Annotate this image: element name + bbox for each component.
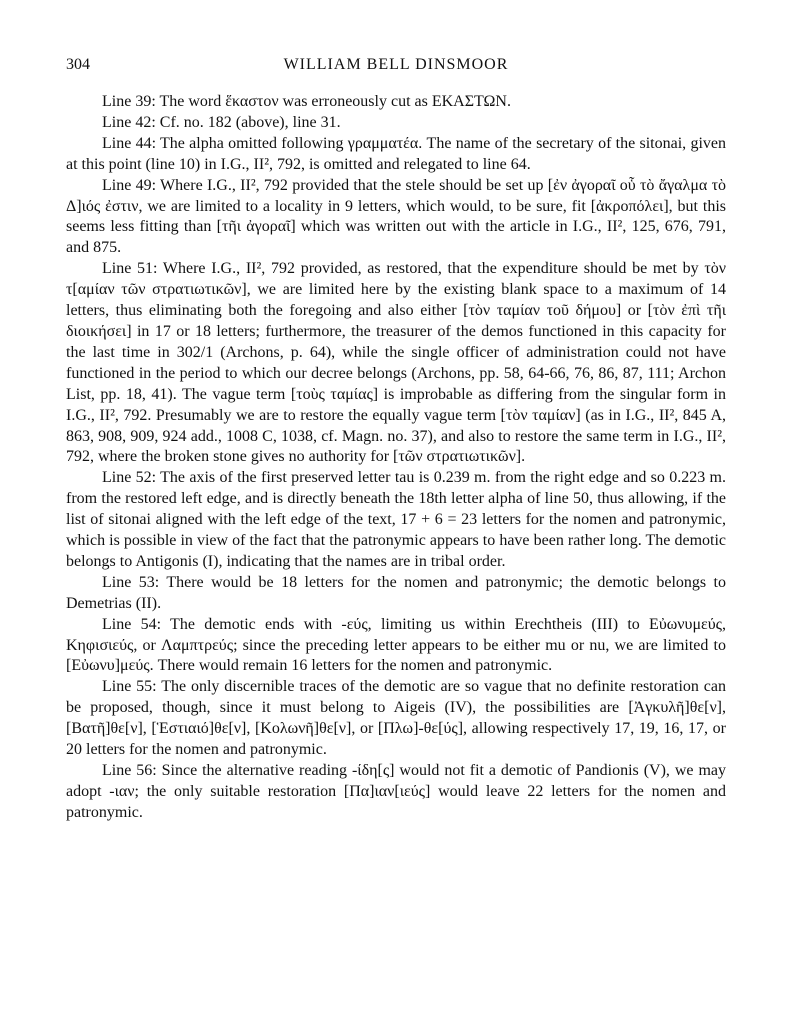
paragraph-line-39: Line 39: The word ἕκαστον was erroneously cut as ΕΚΑΣΤΩΝ. (102, 93, 511, 110)
paragraph-line-56: Line 56: Since the alternative reading -ίδη[ς] would not fit a demotic of Pandionis (V), we may adopt -ιαν; the only suitable restoration [Πα]ιαν[ιεύς] would leave 22 letters for the nomen and patronymic. (66, 762, 726, 821)
paragraph-line-53: Line 53: There would be 18 letters for the nomen and patronymic; the demotic belongs to Demetrias (II). (66, 573, 726, 612)
paragraph-line-49: Line 49: Where I.G., II², 792 provided that the stele should be set up [ἐν ἀγοραῖ οὗ τὸ ἄγαλμα τὸ Δ]ιός ἐστιν, we are limited to a locality in 9 letters, which would, to be sure, fit [ἀκροπόλει], but this seems less fitting than [τῆι ἀγοραῖ] which was written out with the article in I.G., II², 125, 676, 791, and 875. (66, 176, 726, 257)
paragraph-line-55: Line 55: The only discernible traces of the demotic are so vague that no definite restoration can be proposed, though, since it must belong to Aigeis (IV), the possibilities are [Ἀγκυλῆ]θε[ν], [Βατῆ]θε[ν], [Ἑστιαιό]θε[ν], [Κολωνῆ]θε[ν], or [Πλω]-θε[ύς], allowing respectively 17, 19, 16, 17, or 20 letters for the nomen and patronymic. (66, 678, 726, 759)
paragraph-line-44: Line 44: The alpha omitted following γραμματέα. The name of the secretary of the sitonai, given at this point (line 10) in I.G., II², 792, is omitted and relegated to line 64. (66, 134, 726, 173)
paragraph-line-52: Line 52: The axis of the first preserved letter tau is 0.239 m. from the right edge and so 0.223 m. from the restored left edge, and is directly beneath the 18th letter alpha of line 50, thus allowing, if the list of sitonai aligned with the left edge of the text, 17 + 6 = 23 letters for the nomen and patronymic, which is possible in view of the fact that the patronymic appears to have been rather long. The demotic belongs to Antigonis (I), indicating that the names are in tribal order. (66, 469, 726, 570)
paragraph-line-42: Line 42: Cf. no. 182 (above), line 31. (102, 113, 341, 131)
paragraph-line-54: Line 54: The demotic ends with -εύς, limiting us within Erechtheis (III) to Εὐωνυμεύς, Κηφισιεύς, or Λαμπτρεύς; since the preceding letter appears to be either mu or nu, we are limited to [Εὐωνυ]μεύς. There would remain 16 letters for the nomen and patronymic. (66, 615, 726, 675)
body-text (66, 92, 726, 824)
running-head: WILLIAM BELL DINSMOOR (283, 56, 509, 73)
paragraph-line-51: Line 51: Where I.G., II², 792 provided, as restored, that the expenditure should be met by τὸν τ[αμίαν τῶν στρατιωτικῶν], we are limited here by the existing blank space to a maximum of 14 letters, thus eliminating both the foregoing and also either [τὸν ταμίαν τοῦ δήμου] or [τὸν ἐπὶ τῆι διοικήσει] in 17 or 18 letters; furthermore, the treasurer of the demos functioned in this capacity for the last time in 302/1 (Archons, p. 64), while the single officer of administration could not have functioned in the period to which our decree belongs (Archons, pp. 58, 64-66, 76, 86, 87, 111; Archon List, pp. 18, 41). The vague term [τοὺς ταμίας] is improbable as differing from the singular form in I.G., II², 792. Presumably we are to restore the equally vague term [τὸν ταμίαν] (as in I.G., II², 845 A, 863, 908, 909, 924 add., 1008 C, 1038, cf. Magn. no. 37), and also to restore the same term in I.G., II², 792, where the broken stone gives no authority for [τῶν στρατιωτικῶν]. (66, 260, 726, 466)
page-header (66, 56, 726, 80)
page-number: 304 (66, 56, 90, 73)
